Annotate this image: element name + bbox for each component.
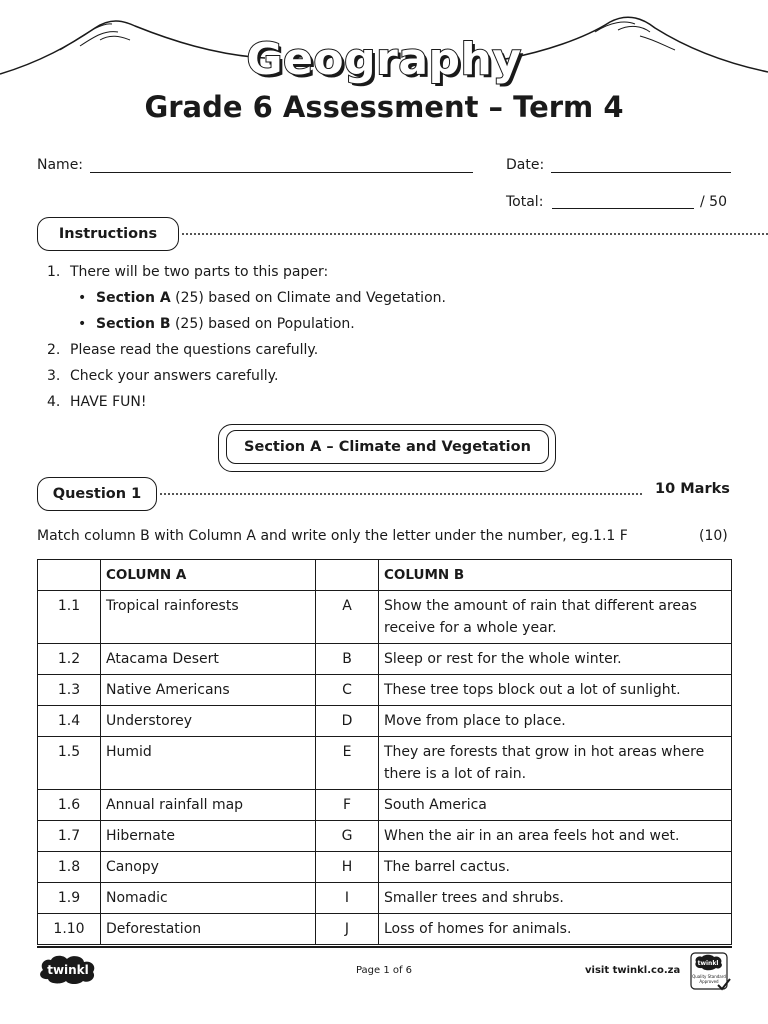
date-field[interactable] — [551, 172, 731, 173]
column-a-cell: Native Americans — [101, 675, 316, 706]
column-b-letter: B — [316, 644, 379, 675]
column-b-cell: The barrel cactus. — [379, 852, 732, 883]
column-a-cell: Humid — [101, 737, 316, 790]
table-row — [38, 737, 732, 790]
row-number: 1.9 — [38, 883, 101, 914]
bullet-icon: • — [78, 316, 87, 332]
table-row — [38, 675, 732, 706]
list-item-number: 4. — [47, 394, 61, 410]
column-a-cell: Atacama Desert — [101, 644, 316, 675]
sub-item-bold: Section B — [96, 316, 171, 332]
column-b-cell: Smaller trees and shrubs. — [379, 883, 732, 914]
name-field[interactable] — [90, 172, 473, 173]
question-1-marks: 10 Marks — [655, 481, 730, 497]
column-b-letter: J — [316, 914, 379, 945]
dotted-divider — [160, 493, 642, 495]
sub-item-bold: Section A — [96, 290, 171, 306]
column-b-letter: I — [316, 883, 379, 914]
column-b-cell: Move from place to place. — [379, 706, 732, 737]
column-a-cell: Nomadic — [101, 883, 316, 914]
section-a-heading: Section A – Climate and Vegetation — [226, 430, 549, 464]
header-cell — [316, 560, 379, 591]
row-number: 1.10 — [38, 914, 101, 945]
table-row — [38, 914, 732, 945]
question-1-prompt: Match column B with Column A and write only the letter under the number, eg.1.1 F — [37, 528, 628, 544]
column-b-header: COLUMN B — [379, 560, 732, 591]
table-body — [38, 591, 732, 945]
total-label: Total: — [506, 194, 544, 210]
footer-divider — [37, 946, 732, 948]
instructions-heading: Instructions — [37, 217, 179, 251]
row-number: 1.5 — [38, 737, 101, 790]
list-item: There will be two parts to this paper: — [70, 264, 329, 280]
table-row — [38, 883, 732, 914]
column-b-letter: A — [316, 591, 379, 644]
row-number: 1.7 — [38, 821, 101, 852]
column-b-cell: Loss of homes for animals. — [379, 914, 732, 945]
matching-table — [37, 559, 732, 945]
dotted-divider — [182, 233, 768, 235]
column-a-header: COLUMN A — [101, 560, 316, 591]
table-row — [38, 644, 732, 675]
list-item-number: 1. — [47, 264, 61, 280]
quality-badge-icon — [690, 952, 732, 992]
column-b-letter: F — [316, 790, 379, 821]
row-number: 1.2 — [38, 644, 101, 675]
column-b-cell: Sleep or rest for the whole winter. — [379, 644, 732, 675]
list-item-number: 2. — [47, 342, 61, 358]
row-number: 1.6 — [38, 790, 101, 821]
row-number: 1.1 — [38, 591, 101, 644]
sub-item-text: (25) based on Population. — [170, 316, 355, 332]
column-b-letter: E — [316, 737, 379, 790]
total-out-of: / 50 — [700, 194, 727, 210]
table-header-row — [38, 560, 732, 591]
question-1-heading: Question 1 — [37, 477, 157, 511]
column-b-cell: Show the amount of rain that different areas receive for a whole year. — [379, 591, 732, 644]
column-b-cell: When the air in an area feels hot and wet. — [379, 821, 732, 852]
column-b-letter: G — [316, 821, 379, 852]
column-a-cell: Tropical rainforests — [101, 591, 316, 644]
row-number: 1.8 — [38, 852, 101, 883]
column-a-cell: Annual rainfall map — [101, 790, 316, 821]
column-b-cell: South America — [379, 790, 732, 821]
column-a-cell: Hibernate — [101, 821, 316, 852]
logo-text: twinkl — [47, 963, 89, 977]
visit-link[interactable]: visit twinkl.co.za — [585, 965, 681, 976]
column-b-letter: D — [316, 706, 379, 737]
page-number: Page 1 of 6 — [355, 965, 413, 976]
row-number: 1.3 — [38, 675, 101, 706]
question-1-prompt-marks: (10) — [699, 528, 728, 544]
column-b-cell: These tree tops block out a lot of sunlight. — [379, 675, 732, 706]
badge-title: twinkl — [697, 960, 719, 967]
badge-line-1: Quality Standard — [692, 974, 726, 979]
name-label: Name: — [37, 157, 84, 173]
list-item: Check your answers carefully. — [70, 368, 279, 384]
list-sub-item — [96, 290, 446, 306]
column-b-letter: H — [316, 852, 379, 883]
column-b-letter: C — [316, 675, 379, 706]
table-row — [38, 706, 732, 737]
column-a-cell: Deforestation — [101, 914, 316, 945]
table-row — [38, 591, 732, 644]
column-a-cell: Understorey — [101, 706, 316, 737]
list-item: Please read the questions carefully. — [70, 342, 319, 358]
sub-item-text: (25) based on Climate and Vegetation. — [170, 290, 446, 306]
page-subtitle: Grade 6 Assessment – Term 4 — [144, 90, 624, 124]
badge-line-2: Approved — [699, 979, 719, 984]
bullet-icon: • — [78, 290, 87, 306]
row-number: 1.4 — [38, 706, 101, 737]
list-item-number: 3. — [47, 368, 61, 384]
header-cell — [38, 560, 101, 591]
column-b-cell: They are forests that grow in hot areas where there is a lot of rain. — [379, 737, 732, 790]
page-title: Geography — [246, 34, 522, 85]
table-row — [38, 821, 732, 852]
table-row — [38, 790, 732, 821]
total-field[interactable] — [552, 208, 694, 209]
date-label: Date: — [506, 157, 545, 173]
table-row — [38, 852, 732, 883]
list-item: HAVE FUN! — [70, 394, 147, 410]
list-sub-item — [96, 316, 355, 332]
column-a-cell: Canopy — [101, 852, 316, 883]
